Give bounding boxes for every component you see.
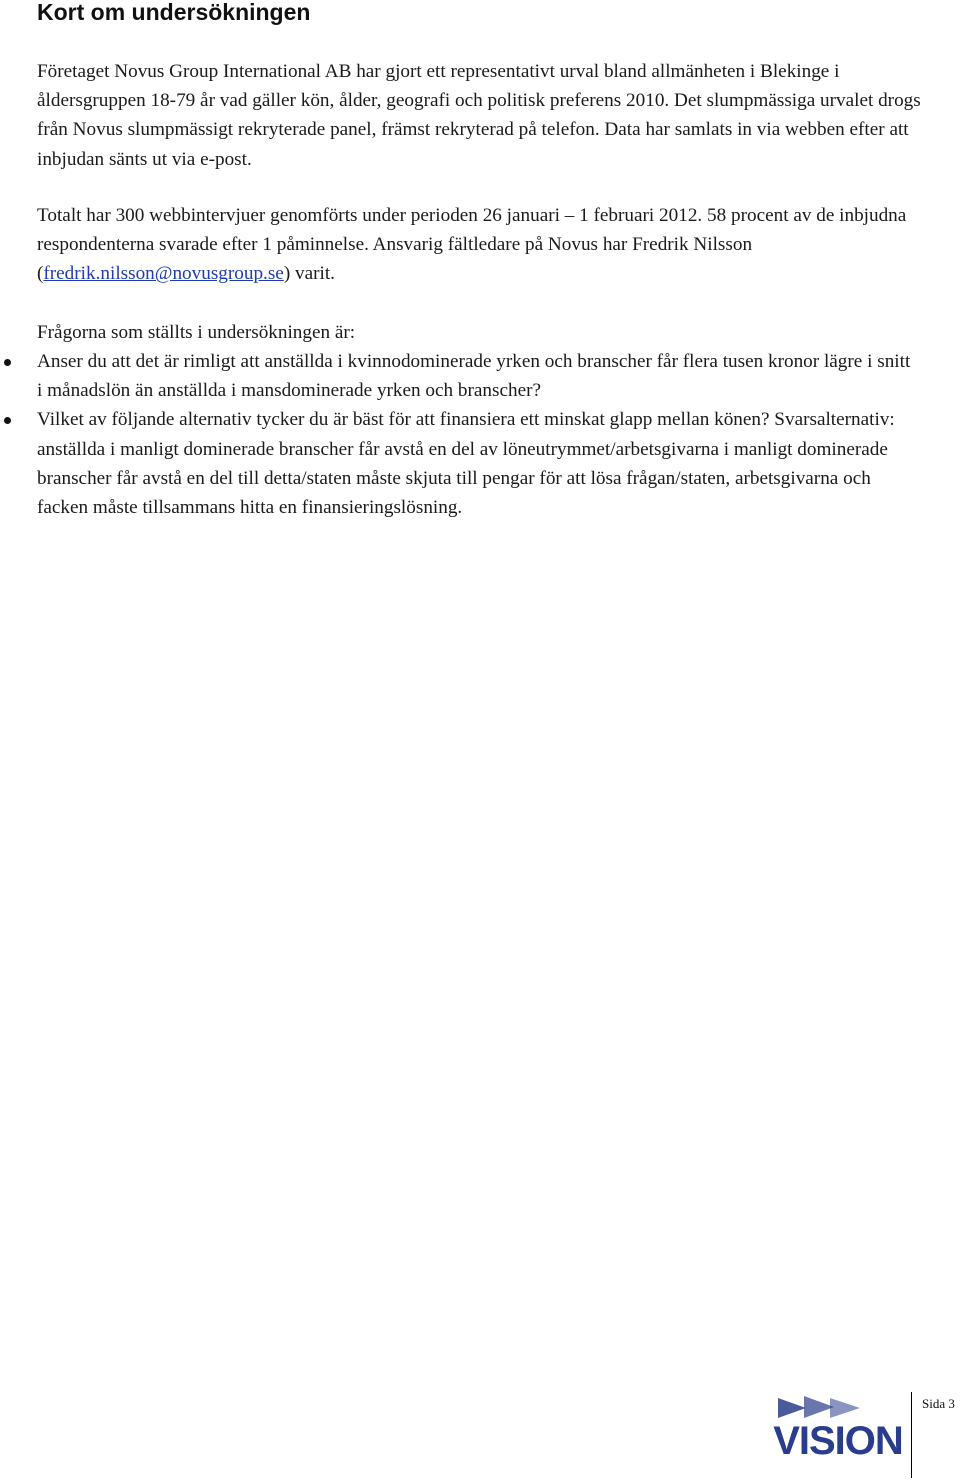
stats-text-after: ) varit. (283, 263, 335, 285)
vision-logo (770, 1394, 906, 1460)
method-paragraph: Företaget Novus Group International AB har gjort ett representativt urval bland allmänheten i Blekinge i åldersgruppen 18-79 år vad gäller kön, ålder, geografi och politisk preferens 2010. Det slumpmässiga urvalet drogs från Novus slumpmässigt rekryterade panel, främst rekryterad på telefon. Data har samlats in via webben efter att inbjudan sänts ut via e-post. (37, 61, 921, 170)
bullet-dot-icon (4, 359, 11, 366)
vision-logo-text: VISION (773, 1419, 903, 1460)
footer-divider (911, 1392, 912, 1478)
page-number: Sida 3 (922, 1396, 955, 1411)
question-text-2: Vilket av följande alternativ tycker du är bäst för att finansiera ett minskat glapp mellan könen? Svarsalternativ: anställda i manligt dominerade branscher får avstå en del av löneutrymmet/arbetsgivarna i manligt dominerade branscher får avstå en del till detta/staten måste skjuta till pengar för att lösa frågan/staten, arbetsgivarna och facken måste tillsammans hitta en finansieringslösning. (37, 409, 895, 519)
question-text-1: Anser du att det är rimligt att anställda i kvinnodominerade yrken och branscher får flera tusen kronor lägre i snitt i månadslön än anställda i mansdominerade yrken och branscher? (37, 351, 911, 402)
stats-paragraph (37, 201, 937, 289)
page-heading: Kort om undersökningen (37, 0, 311, 25)
question-item-2 (0, 405, 920, 522)
contact-email-link[interactable]: fredrik.nilsson@novusgroup.se (43, 263, 284, 285)
question-item-1 (0, 347, 920, 405)
bullet-dot-icon (4, 417, 11, 424)
stats-text-before: Totalt har 300 webbintervjuer genomförts under perioden 26 januari – 1 februari 2012. 58 procent av de inbjudna respondenterna svarade efter 1 påminnelse. Ansvarig fältledare på Novus har Fredrik Nilsson ( (37, 205, 907, 285)
questions-list (0, 347, 920, 522)
questions-intro: Frågorna som ställts i undersökningen är: (37, 322, 356, 343)
